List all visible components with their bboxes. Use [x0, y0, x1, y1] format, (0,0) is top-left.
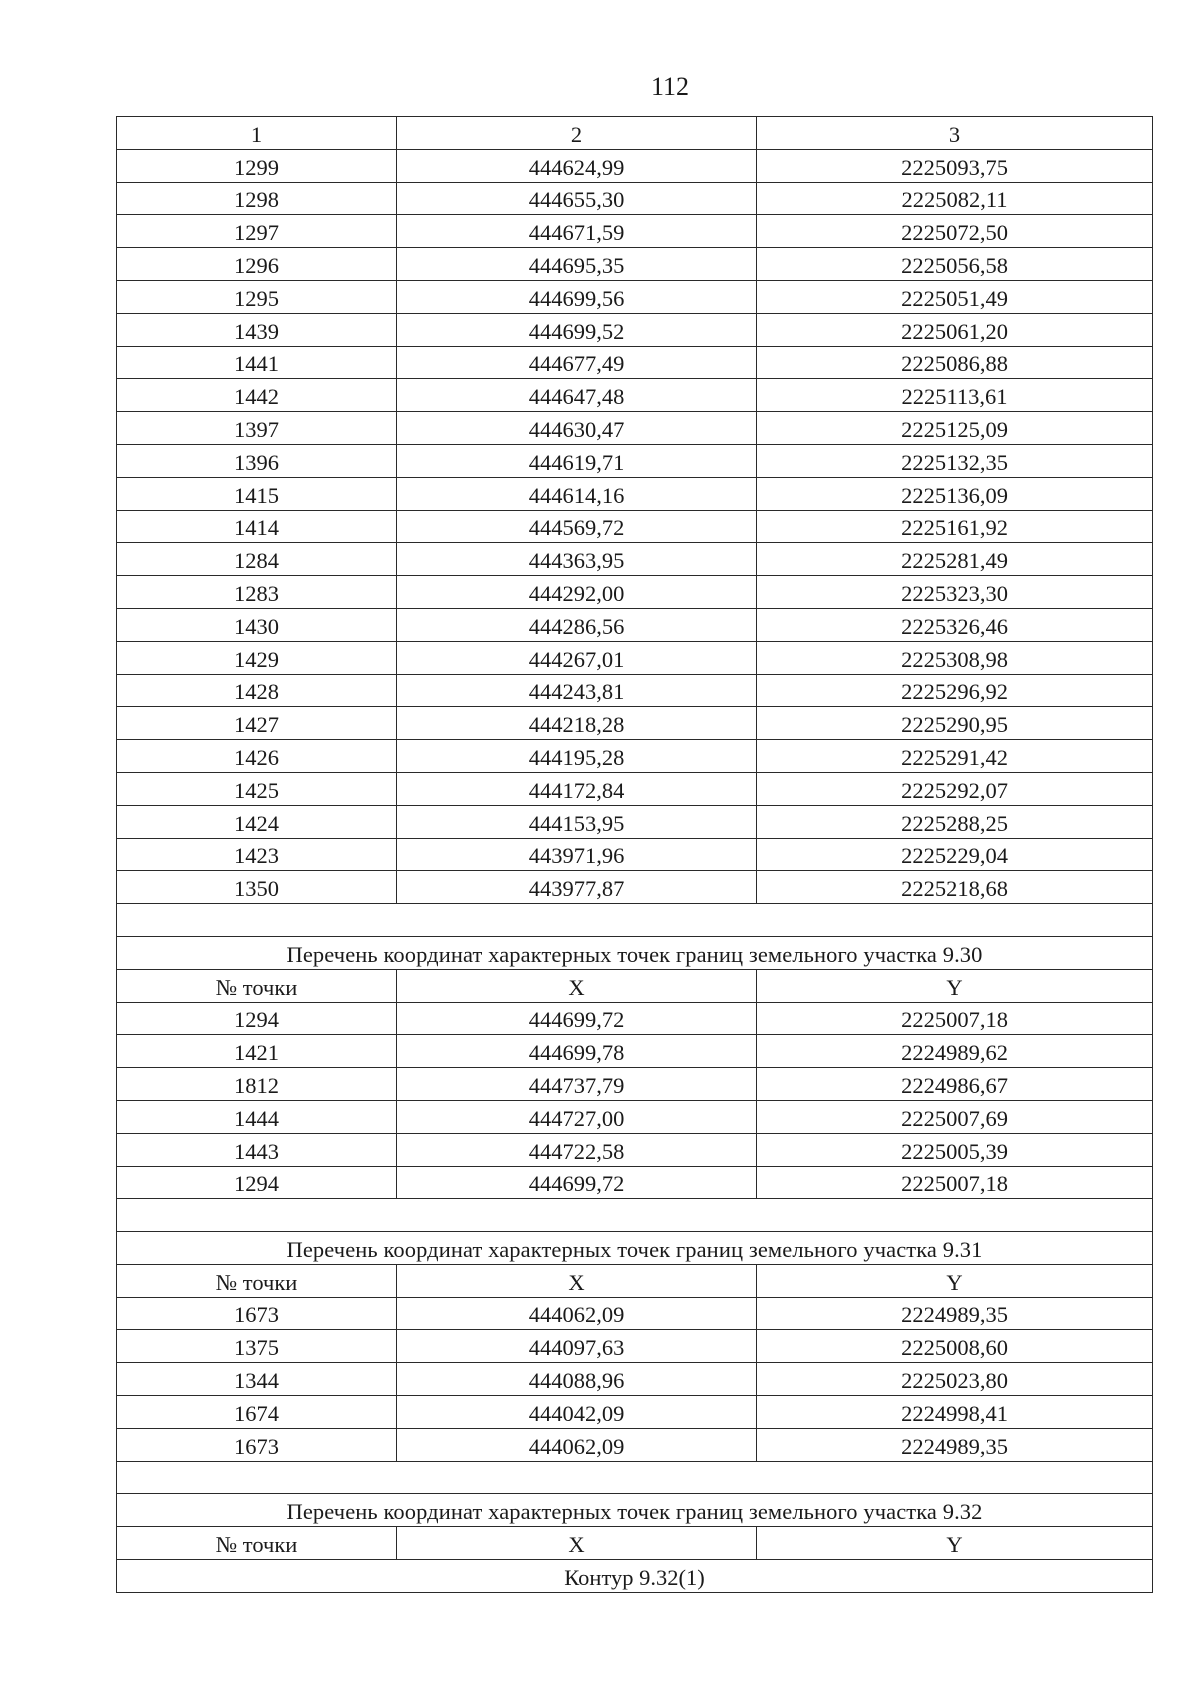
x-coordinate-cell: 443971,96: [397, 838, 757, 871]
coordinates-table-body: [117, 117, 1153, 1593]
y-header: Y: [757, 969, 1153, 1002]
table-row: [117, 510, 1153, 543]
y-coordinate-cell: 2224998,41: [757, 1396, 1153, 1429]
y-coordinate-cell: 2225005,39: [757, 1133, 1153, 1166]
x-coordinate-cell: 444699,72: [397, 1002, 757, 1035]
x-coordinate-cell: 444695,35: [397, 248, 757, 281]
x-coordinate-cell: 444097,63: [397, 1330, 757, 1363]
blank-separator-row-cell: [117, 1199, 1153, 1232]
x-coordinate-cell: 444624,99: [397, 149, 757, 182]
point-number-cell: 1396: [117, 444, 397, 477]
point-number-cell: 1812: [117, 1068, 397, 1101]
point-number-cell: 1425: [117, 772, 397, 805]
blank-separator-row: [117, 904, 1153, 937]
y-coordinate-cell: 2225051,49: [757, 280, 1153, 313]
point-number-cell: 1344: [117, 1363, 397, 1396]
y-coordinate-cell: 2225218,68: [757, 871, 1153, 904]
x-coordinate-cell: 444647,48: [397, 379, 757, 412]
x-coordinate-cell: 444699,78: [397, 1035, 757, 1068]
x-coordinate-cell: 444699,52: [397, 313, 757, 346]
table-row: [117, 313, 1153, 346]
point-number-cell: 1297: [117, 215, 397, 248]
y-coordinate-cell: 2225008,60: [757, 1330, 1153, 1363]
table-row: [117, 1068, 1153, 1101]
x-coordinate-cell: 443977,87: [397, 871, 757, 904]
blank-separator-row-cell: [117, 904, 1153, 937]
y-coordinate-cell: 2225007,18: [757, 1002, 1153, 1035]
column-number-row: [117, 117, 1153, 150]
point-number-cell: 1442: [117, 379, 397, 412]
x-header: X: [397, 1264, 757, 1297]
point-number-cell: 1294: [117, 1002, 397, 1035]
point-number-cell: 1426: [117, 740, 397, 773]
x-header: X: [397, 1527, 757, 1560]
y-coordinate-cell: 2225093,75: [757, 149, 1153, 182]
point-number-cell: 1441: [117, 346, 397, 379]
table-row: [117, 1330, 1153, 1363]
y-coordinate-cell: 2225308,98: [757, 641, 1153, 674]
y-coordinate-cell: 2225296,92: [757, 674, 1153, 707]
table-row: [117, 149, 1153, 182]
table-row: [117, 1133, 1153, 1166]
x-coordinate-cell: 444292,00: [397, 576, 757, 609]
point-number-cell: 1397: [117, 412, 397, 445]
y-coordinate-cell: 2225007,69: [757, 1100, 1153, 1133]
table-row: [117, 1297, 1153, 1330]
point-number-cell: 1427: [117, 707, 397, 740]
table-row: [117, 871, 1153, 904]
page-number: 112: [650, 72, 690, 101]
point-number-cell: 1375: [117, 1330, 397, 1363]
section-title-row-cell: Перечень координат характерных точек границ земельного участка 9.32: [117, 1494, 1153, 1527]
table-row: [117, 608, 1153, 641]
blank-separator-row: [117, 1461, 1153, 1494]
section-title-row: [117, 936, 1153, 969]
column-number-cell: 1: [117, 117, 397, 150]
y-coordinate-cell: 2225086,88: [757, 346, 1153, 379]
y-coordinate-cell: 2224989,35: [757, 1428, 1153, 1461]
y-coordinate-cell: 2225023,80: [757, 1363, 1153, 1396]
x-coordinate-cell: 444655,30: [397, 182, 757, 215]
y-coordinate-cell: 2224989,35: [757, 1297, 1153, 1330]
point-number-cell: 1284: [117, 543, 397, 576]
y-coordinate-cell: 2225007,18: [757, 1166, 1153, 1199]
table-row: [117, 1035, 1153, 1068]
y-coordinate-cell: 2225061,20: [757, 313, 1153, 346]
x-coordinate-cell: 444286,56: [397, 608, 757, 641]
blank-separator-row: [117, 1199, 1153, 1232]
y-coordinate-cell: 2225288,25: [757, 805, 1153, 838]
y-coordinate-cell: 2224989,62: [757, 1035, 1153, 1068]
table-row: [117, 674, 1153, 707]
table-row: [117, 707, 1153, 740]
table-row: [117, 182, 1153, 215]
point-number-cell: 1283: [117, 576, 397, 609]
x-coordinate-cell: 444042,09: [397, 1396, 757, 1429]
point-number-cell: 1443: [117, 1133, 397, 1166]
point-number-cell: 1439: [117, 313, 397, 346]
table-row: [117, 248, 1153, 281]
x-coordinate-cell: 444619,71: [397, 444, 757, 477]
table-row: [117, 838, 1153, 871]
y-coordinate-cell: 2225056,58: [757, 248, 1153, 281]
x-coordinate-cell: 444218,28: [397, 707, 757, 740]
y-coordinate-cell: 2225132,35: [757, 444, 1153, 477]
contour-label-row-cell: Контур 9.32(1): [117, 1560, 1153, 1593]
table-row: [117, 346, 1153, 379]
x-coordinate-cell: 444267,01: [397, 641, 757, 674]
x-coordinate-cell: 444677,49: [397, 346, 757, 379]
point-number-cell: 1296: [117, 248, 397, 281]
point-number-cell: 1430: [117, 608, 397, 641]
section-header-row: [117, 1264, 1153, 1297]
point-number-cell: 1673: [117, 1297, 397, 1330]
table-row: [117, 1428, 1153, 1461]
contour-label-row: [117, 1560, 1153, 1593]
point-number-cell: 1424: [117, 805, 397, 838]
x-coordinate-cell: 444722,58: [397, 1133, 757, 1166]
point-number-cell: 1444: [117, 1100, 397, 1133]
point-number-cell: 1295: [117, 280, 397, 313]
y-coordinate-cell: 2225113,61: [757, 379, 1153, 412]
point-number-header: № точки: [117, 1527, 397, 1560]
table-row: [117, 1100, 1153, 1133]
y-coordinate-cell: 2225281,49: [757, 543, 1153, 576]
x-coordinate-cell: 444172,84: [397, 772, 757, 805]
point-number-header: № точки: [117, 969, 397, 1002]
x-coordinate-cell: 444630,47: [397, 412, 757, 445]
table-row: [117, 477, 1153, 510]
point-number-cell: 1299: [117, 149, 397, 182]
point-number-cell: 1674: [117, 1396, 397, 1429]
y-coordinate-cell: 2225072,50: [757, 215, 1153, 248]
x-coordinate-cell: 444153,95: [397, 805, 757, 838]
y-coordinate-cell: 2225291,42: [757, 740, 1153, 773]
x-coordinate-cell: 444699,72: [397, 1166, 757, 1199]
x-coordinate-cell: 444195,28: [397, 740, 757, 773]
table-row: [117, 412, 1153, 445]
x-coordinate-cell: 444569,72: [397, 510, 757, 543]
x-coordinate-cell: 444243,81: [397, 674, 757, 707]
point-number-cell: 1421: [117, 1035, 397, 1068]
y-coordinate-cell: 2225229,04: [757, 838, 1153, 871]
point-number-cell: 1298: [117, 182, 397, 215]
point-number-cell: 1428: [117, 674, 397, 707]
x-coordinate-cell: 444062,09: [397, 1297, 757, 1330]
section-title-row: [117, 1232, 1153, 1265]
table-row: [117, 379, 1153, 412]
table-row: [117, 805, 1153, 838]
table-row: [117, 1363, 1153, 1396]
blank-separator-row-cell: [117, 1461, 1153, 1494]
x-coordinate-cell: 444727,00: [397, 1100, 757, 1133]
x-coordinate-cell: 444614,16: [397, 477, 757, 510]
table-row: [117, 740, 1153, 773]
x-coordinate-cell: 444363,95: [397, 543, 757, 576]
table-row: [117, 543, 1153, 576]
y-coordinate-cell: 2225082,11: [757, 182, 1153, 215]
point-number-cell: 1429: [117, 641, 397, 674]
y-coordinate-cell: 2224986,67: [757, 1068, 1153, 1101]
x-coordinate-cell: 444062,09: [397, 1428, 757, 1461]
column-number-cell: 2: [397, 117, 757, 150]
x-header: X: [397, 969, 757, 1002]
table-row: [117, 641, 1153, 674]
x-coordinate-cell: 444699,56: [397, 280, 757, 313]
y-coordinate-cell: 2225290,95: [757, 707, 1153, 740]
point-number-cell: 1414: [117, 510, 397, 543]
table-row: [117, 1002, 1153, 1035]
table-row: [117, 280, 1153, 313]
section-header-row: [117, 1527, 1153, 1560]
section-title-row: [117, 1494, 1153, 1527]
point-number-cell: 1350: [117, 871, 397, 904]
coordinates-table: [116, 116, 1153, 1593]
section-title-row-cell: Перечень координат характерных точек границ земельного участка 9.31: [117, 1232, 1153, 1265]
x-coordinate-cell: 444671,59: [397, 215, 757, 248]
table-row: [117, 215, 1153, 248]
table-row: [117, 576, 1153, 609]
x-coordinate-cell: 444737,79: [397, 1068, 757, 1101]
table-row: [117, 444, 1153, 477]
table-row: [117, 1166, 1153, 1199]
y-coordinate-cell: 2225161,92: [757, 510, 1153, 543]
table-row: [117, 772, 1153, 805]
point-number-cell: 1673: [117, 1428, 397, 1461]
x-coordinate-cell: 444088,96: [397, 1363, 757, 1396]
y-coordinate-cell: 2225292,07: [757, 772, 1153, 805]
y-header: Y: [757, 1264, 1153, 1297]
section-title-row-cell: Перечень координат характерных точек границ земельного участка 9.30: [117, 936, 1153, 969]
y-coordinate-cell: 2225326,46: [757, 608, 1153, 641]
table-row: [117, 1396, 1153, 1429]
y-coordinate-cell: 2225323,30: [757, 576, 1153, 609]
point-number-header: № точки: [117, 1264, 397, 1297]
point-number-cell: 1294: [117, 1166, 397, 1199]
y-coordinate-cell: 2225136,09: [757, 477, 1153, 510]
point-number-cell: 1423: [117, 838, 397, 871]
y-header: Y: [757, 1527, 1153, 1560]
point-number-cell: 1415: [117, 477, 397, 510]
y-coordinate-cell: 2225125,09: [757, 412, 1153, 445]
section-header-row: [117, 969, 1153, 1002]
column-number-cell: 3: [757, 117, 1153, 150]
